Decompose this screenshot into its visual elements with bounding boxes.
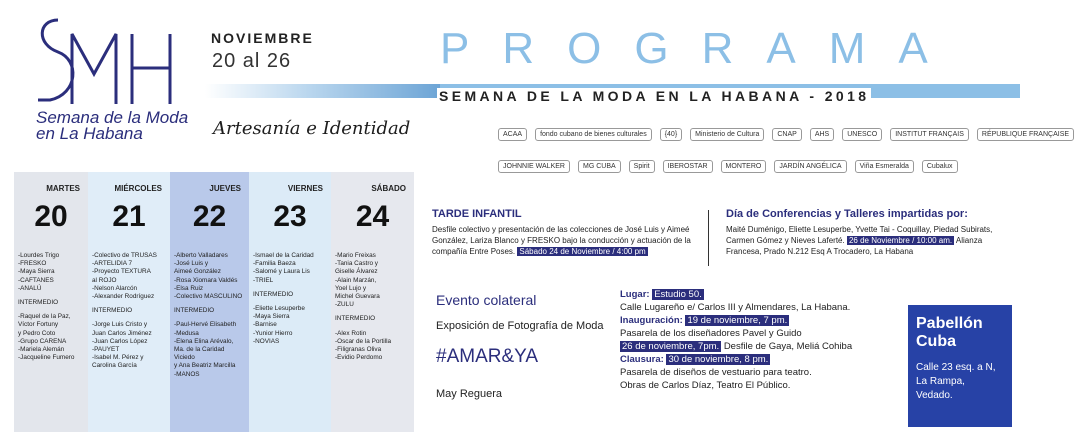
- day-column-sabado: [331, 172, 414, 432]
- day-name: VIERNES: [287, 184, 323, 193]
- list-item: -CAFTANES: [18, 276, 54, 284]
- day-number: 20: [34, 200, 68, 233]
- list-item: -Jorge Luis Cristo y: [92, 321, 148, 329]
- list-item: -Ismael de la Caridad: [253, 252, 314, 259]
- list-item: Yoel Lujo y: [335, 284, 367, 292]
- sponsor-logo: Cubalux: [922, 160, 958, 173]
- date-range: 20 al 26: [212, 50, 292, 72]
- list-item: -Barnise: [253, 321, 277, 329]
- list-item: -PAUYET: [92, 346, 120, 354]
- sponsor-logo: UNESCO: [842, 128, 882, 141]
- list-item: -MANOS: [174, 370, 200, 378]
- list-item: -Nelson Alarcón: [92, 284, 138, 292]
- sponsor-logo: JARDÍN ANGÉLICA: [774, 160, 846, 173]
- list-item: Giselle Álvarez: [335, 268, 378, 276]
- inauguracion-date: 19 de noviembre, 7 pm.: [687, 315, 788, 326]
- inauguracion-line: [620, 314, 900, 327]
- list-item: Ma. de la Caridad Viciedo: [174, 346, 225, 362]
- tarde-infantil-date: Sábado 24 de Noviembre / 4:00 pm: [519, 247, 646, 256]
- list-item: Juan Carlos Jiménez: [92, 329, 152, 337]
- pabellon-title1: Pabellón: [916, 315, 983, 332]
- intermission-label: INTERMEDIO: [18, 299, 59, 307]
- evento-hashtag: #AMAR&YA: [436, 346, 539, 367]
- conferencias-body: [726, 224, 1016, 257]
- decorative-bar: [205, 84, 465, 98]
- day-lineup: [253, 252, 329, 346]
- list-item: -José Luis y: [174, 260, 209, 268]
- event-name: SEMANA DE LA MODA EN LA HABANA - 2018: [439, 88, 870, 104]
- clausura-date: 30 de noviembre, 8 pm.: [668, 354, 769, 365]
- sponsor-logo: JOHNNIE WALKER: [498, 160, 570, 173]
- pasarela-text: Pasarela de los diseñadores Pavel y Guido: [620, 328, 802, 339]
- sponsor-logo: {40}: [660, 128, 682, 141]
- list-item: -Filigranas Oliva: [335, 346, 382, 354]
- day-name: SÁBADO: [371, 184, 406, 193]
- intermission-label: INTERMEDIO: [174, 307, 215, 315]
- sponsor-logo: MG CUBA: [578, 160, 621, 173]
- lugar-address: Calle Lugareño e/ Carlos III y Almendares, La Habana.: [620, 302, 851, 313]
- pasarela-text2: Desfile de Gaya, Meliá Cohiba: [723, 341, 853, 352]
- programa-title: PROGRAMA: [440, 24, 961, 73]
- inauguracion-label: Inauguración:: [620, 315, 683, 326]
- day-name: MIÉRCOLES: [114, 184, 162, 193]
- day-column-martes: [14, 172, 88, 432]
- tarde-infantil-title: TARDE INFANTIL: [432, 208, 522, 220]
- list-item: -Eliette Lesuperbe: [253, 305, 305, 313]
- list-item: -FRESKO: [18, 260, 47, 268]
- intermission-label: INTERMEDIO: [92, 307, 133, 315]
- lugar-highlight: Estudio 50.: [654, 289, 702, 300]
- smh-logo: [28, 14, 178, 106]
- intermission-label: INTERMEDIO: [253, 290, 294, 298]
- list-item: Michel Guevara: [335, 293, 380, 301]
- list-item: y Pedro Coto: [18, 329, 56, 337]
- clausura-text: Pasarela de diseños de vestuario para teatro.: [620, 367, 812, 378]
- tarde-infantil-text: Desfile colectivo y presentación de las colecciones de José Luis y Aimeé González, Lariza Blanco y FRESKO bajo la conducción y actuación de la compañía Entre Poses.: [432, 225, 691, 256]
- month-label: NOVIEMBRE: [211, 30, 314, 46]
- list-item: -Colectivo de TRUSAS: [92, 252, 157, 259]
- day-header: [170, 172, 249, 238]
- sponsor-logos: [498, 118, 1070, 182]
- day-number: 23: [273, 200, 307, 233]
- list-item: -Mariela Alemán: [18, 346, 65, 354]
- list-item: -Tania Castro y: [335, 260, 378, 268]
- list-item: -Proyecto TEXTURA: [92, 268, 151, 276]
- list-item: al ROJO: [92, 276, 117, 284]
- list-item: -Grupo CARENA: [18, 337, 67, 345]
- clausura-line: [620, 353, 900, 366]
- logo-text: [36, 110, 188, 142]
- day-number: 21: [112, 200, 146, 233]
- list-item: -Maya Sierra: [18, 268, 55, 276]
- sponsor-logo: AHS: [810, 128, 834, 141]
- sponsor-logo: ACAA: [498, 128, 527, 141]
- list-item: -NOVIAS: [253, 337, 280, 345]
- sponsor-logo: fondo cubano de bienes culturales: [535, 128, 652, 141]
- list-item: Víctor Fortuny: [18, 321, 59, 329]
- pasarela-date: 26 de noviembre, 7pm.: [622, 341, 720, 352]
- pabellon-addr2: La Rampa, Vedado.: [916, 376, 965, 401]
- list-item: -Alexander Rodríguez: [92, 293, 155, 301]
- evento-author: May Reguera: [436, 388, 503, 400]
- day-lineup: [335, 252, 412, 362]
- day-column-viernes: [249, 172, 331, 432]
- sponsor-logo: MONTERO: [721, 160, 767, 173]
- day-column-miercoles: [88, 172, 170, 432]
- list-item: -Evidio Perdomo: [335, 354, 383, 362]
- pabellon-box: [908, 305, 1012, 427]
- day-lineup: [92, 252, 168, 371]
- list-item: -Rosa Xiomara Valdés: [174, 276, 238, 284]
- divider: [708, 210, 709, 266]
- conferencias-title: Día de Conferencias y Talleres impartidas por:: [726, 208, 968, 220]
- day-header: [331, 172, 414, 238]
- clausura-text2: Obras de Carlos Díaz, Teatro El Público.: [620, 380, 791, 391]
- schedule-calendar: [14, 172, 414, 432]
- list-item: -ZULU: [335, 301, 354, 309]
- day-header: [249, 172, 331, 238]
- day-name: MARTES: [46, 184, 80, 193]
- list-item: -Paul-Hervé Elisabeth: [174, 321, 237, 329]
- list-item: -Lourdes Trigo: [18, 252, 60, 259]
- sponsor-logo: IBEROSTAR: [663, 160, 713, 173]
- conferencias-date: 26 de Noviembre / 10:00 am.: [848, 236, 953, 245]
- list-item: -Alex Rotin: [335, 329, 367, 337]
- day-header: [14, 172, 88, 238]
- list-item: y Ana Beatriz Marcilla: [174, 362, 236, 370]
- list-item: -Mario Freixas: [335, 252, 376, 259]
- list-item: -Raquel de la Paz,: [18, 313, 71, 321]
- list-item: Aimeé González: [174, 268, 221, 276]
- list-item: -Alain Marzán,: [335, 276, 377, 284]
- logo-line2: en La Habana: [36, 124, 143, 143]
- evento-subtitle: Exposición de Fotografía de Moda: [436, 320, 604, 332]
- list-item: -Jacqueline Fumero: [18, 354, 75, 362]
- lugar-label: Lugar:: [620, 289, 650, 300]
- subtitle: Artesanía e Identidad: [213, 118, 411, 139]
- conferencias-text: Maité Duménigo, Eliette Lesuperbe, Yvette Tai - Coquillay, Piedad Subirats, Carmen Gómez y Nieves Laferté.: [726, 225, 993, 245]
- day-name: JUEVES: [209, 184, 241, 193]
- list-item: -Juan Carlos López: [92, 337, 148, 345]
- evento-title: Evento colateral: [436, 292, 537, 308]
- pabellon-addr1: Calle 23 esq. a N,: [916, 362, 996, 373]
- list-item: Carolina García: [92, 362, 137, 370]
- day-lineup: [18, 252, 86, 362]
- list-item: -TRIEL: [253, 276, 274, 284]
- list-item: -ARTELIDIA 7: [92, 260, 133, 268]
- sponsor-logo: RÉPUBLIQUE FRANÇAISE: [977, 128, 1074, 141]
- list-item: -Alberto Valladares: [174, 252, 228, 259]
- list-item: -Medusa: [174, 329, 199, 337]
- list-item: -Elsa Ruiz: [174, 284, 204, 292]
- list-item: -Maya Sierra: [253, 313, 290, 321]
- list-item: -Colectivo MASCULINO: [174, 293, 243, 301]
- clausura-label: Clausura:: [620, 354, 664, 365]
- tarde-infantil-body: [432, 224, 694, 257]
- pasarela-line: [620, 340, 900, 353]
- lugar-line: [620, 288, 900, 301]
- logo-line1: Semana de la Moda: [36, 108, 189, 127]
- list-item: -Yunior Hierro: [253, 329, 293, 337]
- sponsor-logo: INSTITUT FRANÇAIS: [890, 128, 969, 141]
- intermission-label: INTERMEDIO: [335, 315, 376, 323]
- sponsor-row-2: [498, 150, 968, 182]
- day-header: [88, 172, 170, 238]
- sponsor-logo: Ministerio de Cultura: [690, 128, 764, 141]
- sponsor-row-1: [498, 118, 1070, 150]
- list-item: -Isabel M. Pérez y: [92, 354, 144, 362]
- list-item: -ANALÚ: [18, 284, 42, 292]
- day-number: 22: [192, 200, 227, 233]
- sponsor-logo: CNAP: [772, 128, 801, 141]
- pabellon-title2: Cuba: [916, 333, 956, 350]
- day-number: 24: [355, 200, 390, 233]
- list-item: -Familia Baeza: [253, 260, 296, 268]
- list-item: -Oscar de la Portilla: [335, 337, 392, 345]
- pabellon-address: [916, 361, 1004, 403]
- sponsor-logo: Spirit: [629, 160, 655, 173]
- list-item: -Elena Elina Arévalo,: [174, 337, 234, 345]
- sponsor-logo: Viña Esmeralda: [855, 160, 914, 173]
- day-lineup: [174, 252, 247, 379]
- list-item: -Salomé y Laura Lis: [253, 268, 310, 276]
- day-column-jueves: [170, 172, 249, 432]
- evento-details: [620, 288, 900, 392]
- conferencias-location: Alianza Francesa, Prado N.212 Esq A Trocadero, La Habana: [726, 236, 983, 256]
